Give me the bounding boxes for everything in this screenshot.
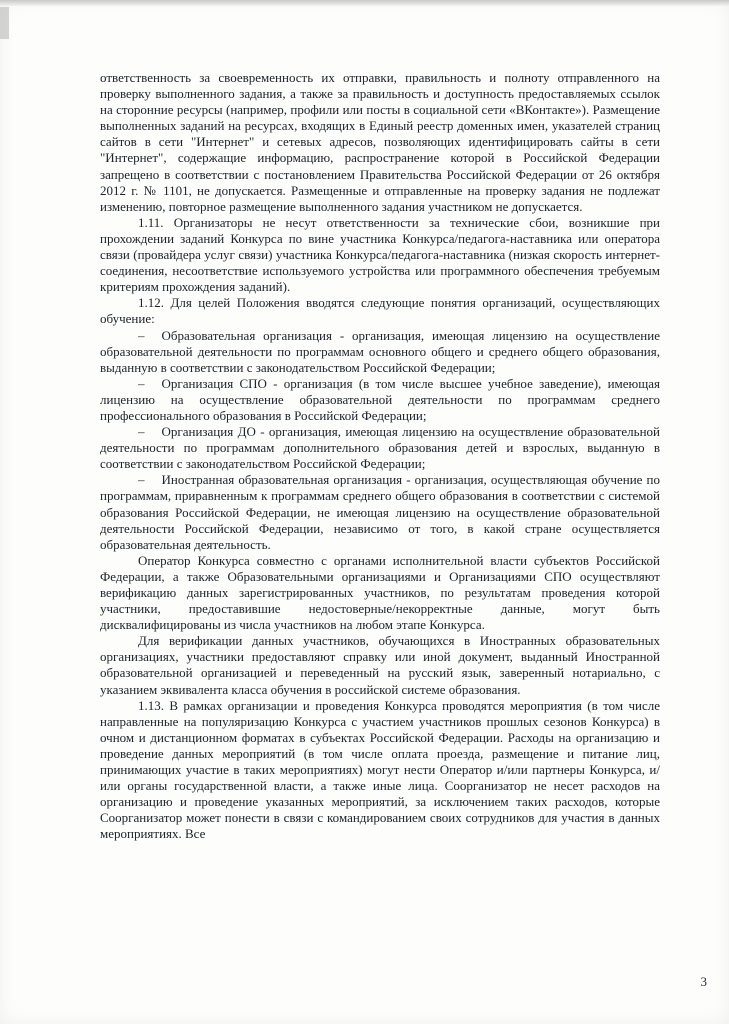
paragraph-text: Оператор Конкурса совместно с органами исполнительной власти субъектов Российской Федерации, а также Образовательными организациями и Организациями СПО осуществляют верификацию данных зарегистрированных участников, по результатам проведения которой участники, предоставившие недостоверные/некорректные данные, могут быть дисквалифицированы из числа участников на любом этапе Конкурса. <box>100 552 660 633</box>
paragraph-text: 1.12. Для целей Положения вводятся следующие понятия организаций, осуществляющих обучение: <box>100 295 660 327</box>
paragraph-1-11 <box>100 215 660 295</box>
bullet-marker: – <box>138 375 145 391</box>
paragraph-continuation <box>100 70 660 215</box>
bullet-marker: – <box>138 472 145 488</box>
document-body <box>100 70 660 843</box>
paragraph-text: Образовательная организация - организация, имеющая лицензию на осуществление образовательной деятельности по программам основного общего и среднего общего образования, выданную в соответствии с законодательством Российской Федерации; <box>100 327 660 375</box>
bullet-marker: – <box>138 327 145 343</box>
paragraph-text: Для верификации данных участников, обучающихся в Иностранных образовательных организациях, участники предоставляют справку или иной документ, выданный Иностранной образовательной организацией и переведенный на русский язык, заверенный нотариально, с указанием эквивалента класса обучения в российской системе образования. <box>100 633 660 697</box>
paragraph-text: ответственность за своевременность их отправки, правильность и полноту отправленного на проверку выполненного задания, а также за правильность и доступность предоставляемых ссылок на сторонние ресурсы (например, профили или посты в социальной сети «ВКонтакте»). Размещение выполненных заданий на ресурсах, входящих в Единый реестр доменных имен, указателей страниц сайтов в сети "Интернет" и сетевых адресов, позволяющих идентифицировать сайты в сети "Интернет", содержащие информацию, распространение которой в Российской Федерации запрещено в соответствии с постановлением Правительства Российской Федерации от 26 октября 2012 г. № 1101, не допускается. Размещенные и отправленные на проверку задания не подлежат изменению, повторное размещение выполненного задания участником не допускается. <box>100 70 660 214</box>
bullet-marker: – <box>138 424 145 440</box>
paragraph-text: Иностранная образовательная организация - организация, осуществляющая обучение по программам, приравненным к программам среднего общего образования в соответствии с системой образования Российской Федерации, не имеющая лицензию на осуществление образовательной деятельности Российской Федерации, независимо от того, в какой стране осуществляется образовательная деятельность. <box>100 472 660 552</box>
list-item-educational-organization <box>100 328 660 376</box>
paragraph-1-12 <box>100 295 660 327</box>
page-number: 3 <box>700 974 707 989</box>
paragraph-text: 1.13. В рамках организации и проведения Конкурса проводятся мероприятия (в том числе направленные на популяризацию Конкурса с участием участников прошлых сезонов Конкурса) в очном и дистанционном форматах в субъектах Российской Федерации. Расходы на организацию и проведение данных мероприятий (в том числе оплата проезда, размещение и питание лиц, принимающих участие в таких мероприятиях) могут нести Оператор и/или партнеры Конкурса, и/или органы государственной власти, а также иные лица. Соорганизатор не несет расходов на организацию и проведение указанных мероприятий, за исключением таких расходов, которые Соорганизатор может понести в связи с командированием своих сотрудников для участия в данных мероприятиях. Все <box>100 697 660 842</box>
list-item-spo-organization <box>100 376 660 424</box>
paragraph-text: 1.11. Организаторы не несут ответственности за технические сбои, возникшие при прохождении заданий Конкурса по вине участника Конкурса/педагога-наставника или оператора связи (провайдера услуг связи) участника Конкурса/педагога-наставника (низкая скорость интернет-соединения, несоответствие используемого устройства или программного обеспечения требуемым критериям прохождения заданий). <box>100 214 660 295</box>
paragraph-foreign-verification <box>100 633 660 697</box>
paragraph-text: Организация ДО - организация, имеющая лицензию на осуществление образовательной деятельности по программам дополнительного образования детей и взрослых, выданную в соответствии с законодательством Российской Федерации; <box>100 424 660 472</box>
scan-artifact-top-edge <box>0 0 729 6</box>
list-item-foreign-organization <box>100 472 660 552</box>
paragraph-operator-verification <box>100 553 660 633</box>
list-item-do-organization <box>100 424 660 472</box>
paragraph-text: Организация СПО - организация (в том числе высшее учебное заведение), имеющая лицензию на осуществление образовательной деятельности по программам среднего профессионального образования в Российской Федерации; <box>100 375 660 423</box>
scan-artifact-left-mark <box>0 7 9 39</box>
paragraph-1-13 <box>100 698 660 843</box>
